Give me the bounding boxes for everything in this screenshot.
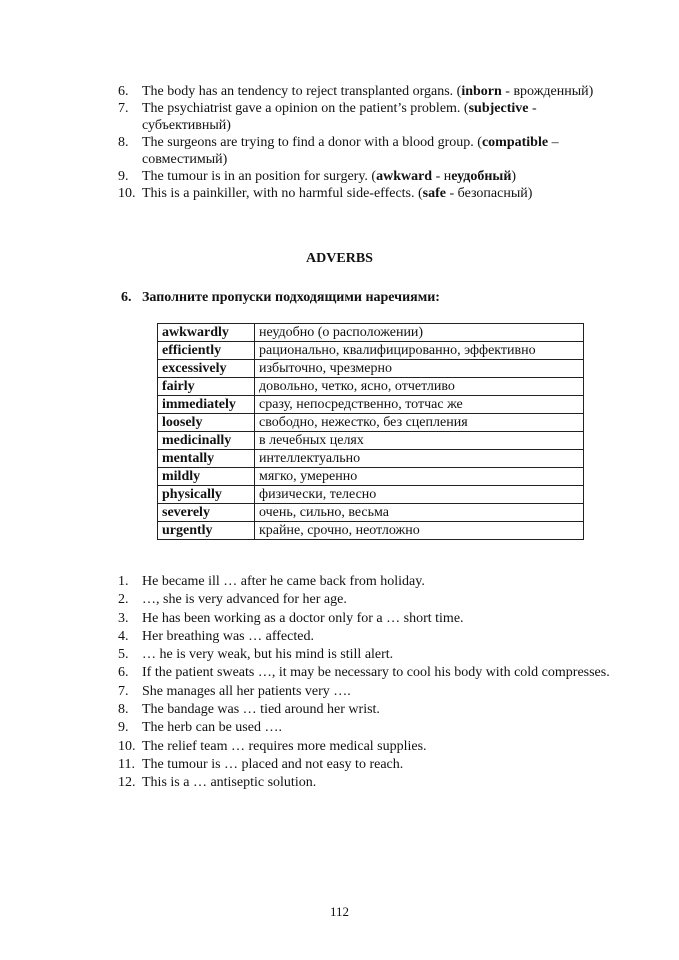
table-row (158, 342, 584, 360)
list-item (118, 610, 618, 628)
vocab-word: mentally (158, 450, 255, 468)
adverb-exercise-list (118, 573, 618, 793)
vocab-translation: очень, сильно, весьма (255, 504, 584, 522)
table-row (158, 504, 584, 522)
list-item (118, 774, 618, 792)
vocab-word: physically (158, 486, 255, 504)
table-row (158, 450, 584, 468)
vocab-translation: свободно, нежестко, без сцепления (255, 414, 584, 432)
table-row (158, 378, 584, 396)
list-item (118, 168, 618, 185)
item-text: The relief team … requires more medical supplies. (142, 738, 427, 754)
item-text: The psychiatrist gave a opinion on the patient’s problem. (subjective - субъективный) (142, 101, 537, 133)
list-item (118, 573, 618, 591)
vocab-translation: крайне, срочно, неотложно (255, 522, 584, 540)
vocab-word: loosely (158, 414, 255, 432)
item-number: 6. (118, 665, 129, 681)
item-number: 8. (118, 702, 129, 718)
item-text: The bandage was … tied around her wrist. (142, 702, 380, 718)
list-item (118, 628, 618, 646)
item-number: 11. (118, 756, 135, 772)
vocab-word: efficiently (158, 342, 255, 360)
vocab-translation: мягко, умеренно (255, 468, 584, 486)
item-number: 5. (118, 647, 129, 663)
vocab-translation: неудобно (о расположении) (255, 324, 584, 342)
vocab-word: medicinally (158, 432, 255, 450)
list-item (118, 83, 618, 100)
item-number: 9. (118, 720, 129, 736)
table-row (158, 324, 584, 342)
item-text: The surgeons are trying to find a donor with a blood group. (compatible – совместимый) (142, 135, 559, 167)
vocab-translation: физически, телесно (255, 486, 584, 504)
list-item (118, 646, 618, 664)
table-row (158, 414, 584, 432)
vocab-word: mildly (158, 468, 255, 486)
list-item (118, 185, 618, 202)
vocab-translation: в лечебных целях (255, 432, 584, 450)
item-text: Her breathing was … affected. (142, 628, 314, 644)
task-number: 6. (121, 290, 132, 305)
item-text: She manages all her patients very …. (142, 683, 351, 699)
vocabulary-table (157, 323, 584, 540)
item-text: The herb can be used …. (142, 720, 282, 736)
item-number: 6. (118, 84, 129, 99)
vocab-translation: сразу, непосредственно, тотчас же (255, 396, 584, 414)
vocab-word: severely (158, 504, 255, 522)
vocab-translation: довольно, четко, ясно, отчетливо (255, 378, 584, 396)
item-text: …, she is very advanced for her age. (142, 592, 347, 608)
list-item (118, 738, 618, 756)
item-number: 4. (118, 628, 129, 644)
task-instruction (121, 289, 440, 306)
item-text: The tumour is in an position for surgery. (awkward - неудобный) (142, 169, 517, 184)
vocab-word: excessively (158, 360, 255, 378)
item-text: This is a painkiller, with no harmful side-effects. (safe - безопасный) (142, 186, 533, 201)
page-number: 112 (329, 904, 350, 919)
adjective-exercise-list (118, 83, 618, 202)
item-text: He became ill … after he came back from holiday. (142, 574, 425, 589)
list-item (118, 591, 618, 609)
table-row (158, 432, 584, 450)
vocab-word: immediately (158, 396, 255, 414)
list-item (118, 701, 618, 719)
item-number: 2. (118, 592, 129, 608)
item-number: 10. (118, 186, 136, 201)
list-item (118, 100, 618, 134)
item-number: 12. (118, 775, 136, 791)
item-number: 9. (118, 169, 129, 184)
table-row (158, 522, 584, 540)
table-row (158, 468, 584, 486)
item-text: This is a … antiseptic solution. (142, 775, 317, 791)
item-text: … he is very weak, but his mind is still alert. (142, 647, 394, 663)
list-item (118, 756, 618, 774)
item-number: 10. (118, 738, 136, 754)
item-number: 7. (118, 101, 129, 116)
vocab-translation: рационально, квалифицированно, эффективно (255, 342, 584, 360)
section-heading: ADVERBS (306, 251, 373, 266)
list-item (118, 683, 618, 701)
list-item (118, 664, 618, 682)
item-text: The body has an tendency to reject transplanted organs. (inborn - врожденный) (142, 84, 594, 99)
table-row (158, 396, 584, 414)
item-text: He has been working as a doctor only for a … short time. (142, 610, 464, 626)
vocab-translation: избыточно, чрезмерно (255, 360, 584, 378)
list-item (118, 134, 618, 168)
table-row (158, 360, 584, 378)
item-text: The tumour is … placed and not easy to reach. (142, 756, 404, 772)
item-number: 1. (118, 574, 129, 589)
item-number: 8. (118, 135, 129, 150)
list-item (118, 719, 618, 737)
item-number: 7. (118, 683, 129, 699)
vocab-translation: интеллектуально (255, 450, 584, 468)
item-text: If the patient sweats …, it may be necessary to cool his body with cold compresses. (142, 665, 610, 681)
vocab-word: awkwardly (158, 324, 255, 342)
vocab-word: urgently (158, 522, 255, 540)
table-row (158, 486, 584, 504)
item-number: 3. (118, 610, 129, 626)
vocab-word: fairly (158, 378, 255, 396)
task-text: Заполните пропуски подходящими наречиями: (142, 290, 440, 305)
